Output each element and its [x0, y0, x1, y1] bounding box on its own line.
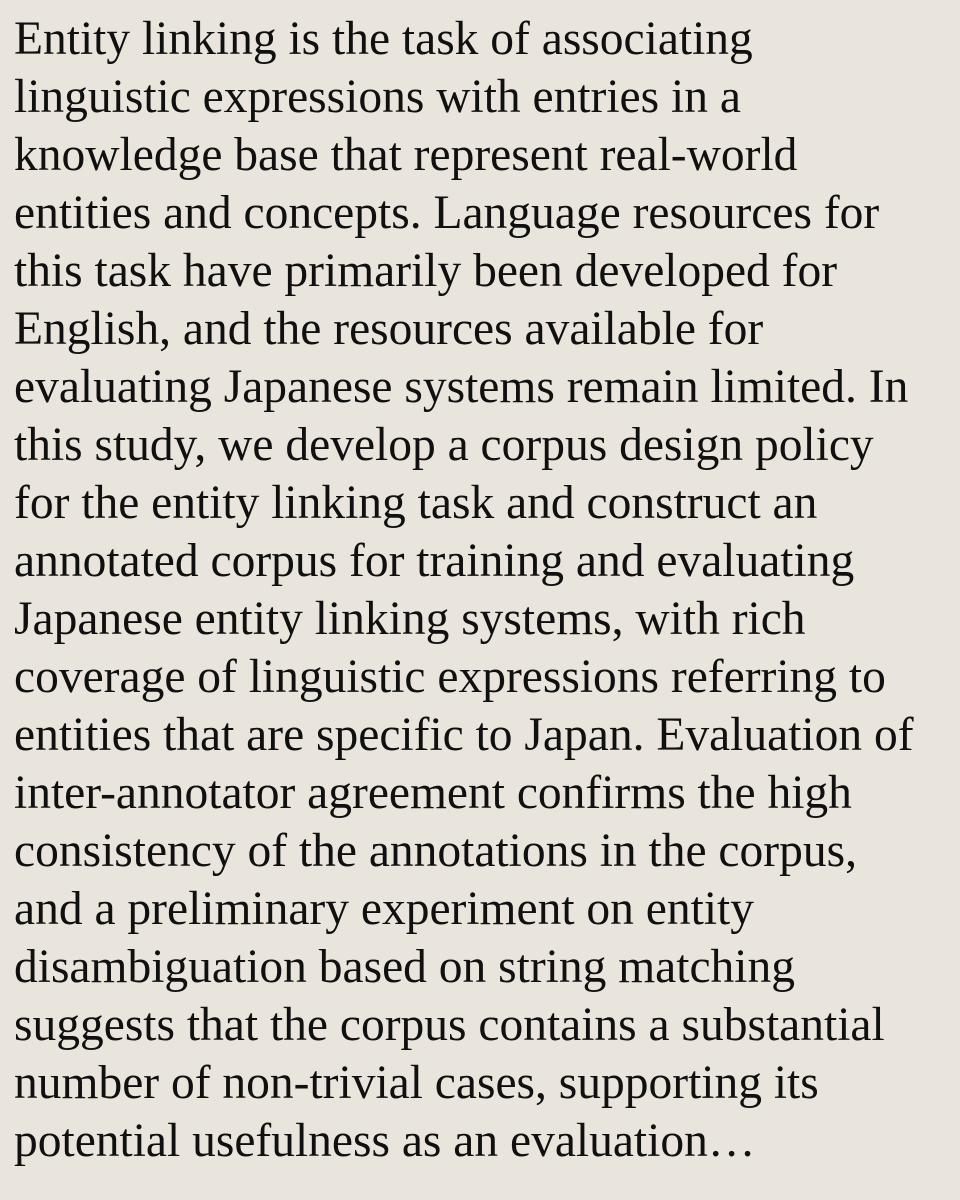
text-line: linguistic expressions with entries in a	[14, 71, 741, 123]
text-line: entities that are specific to Japan. Evaluation of	[14, 709, 914, 761]
text-line: number of non-trivial cases, supporting its	[14, 1057, 819, 1109]
text-line: Entity linking is the task of associating	[14, 13, 753, 65]
text-line: coverage of linguistic expressions referring to	[14, 651, 886, 703]
text-line: Japanese entity linking systems, with rich	[14, 593, 806, 645]
text-line: this task have primarily been developed for	[14, 245, 838, 297]
text-line: for the entity linking task and construct an	[14, 477, 818, 529]
abstract-text	[14, 10, 960, 1170]
text-line: English, and the resources available for	[14, 303, 764, 355]
text-line: and a preliminary experiment on entity	[14, 883, 754, 935]
text-line: potential usefulness as an evaluation…	[14, 1115, 756, 1167]
text-line: consistency of the annotations in the corpus,	[14, 825, 857, 877]
text-line: entities and concepts. Language resources for	[14, 187, 880, 239]
text-line: disambiguation based on string matching	[14, 941, 795, 993]
text-line: inter-annotator agreement confirms the high	[14, 767, 852, 819]
text-line: evaluating Japanese systems remain limited. In	[14, 361, 909, 413]
text-line: knowledge base that represent real-world	[14, 129, 798, 181]
text-line: annotated corpus for training and evaluating	[14, 535, 855, 587]
text-line: suggests that the corpus contains a substantial	[14, 999, 885, 1051]
text-line: this study, we develop a corpus design policy	[14, 419, 874, 471]
